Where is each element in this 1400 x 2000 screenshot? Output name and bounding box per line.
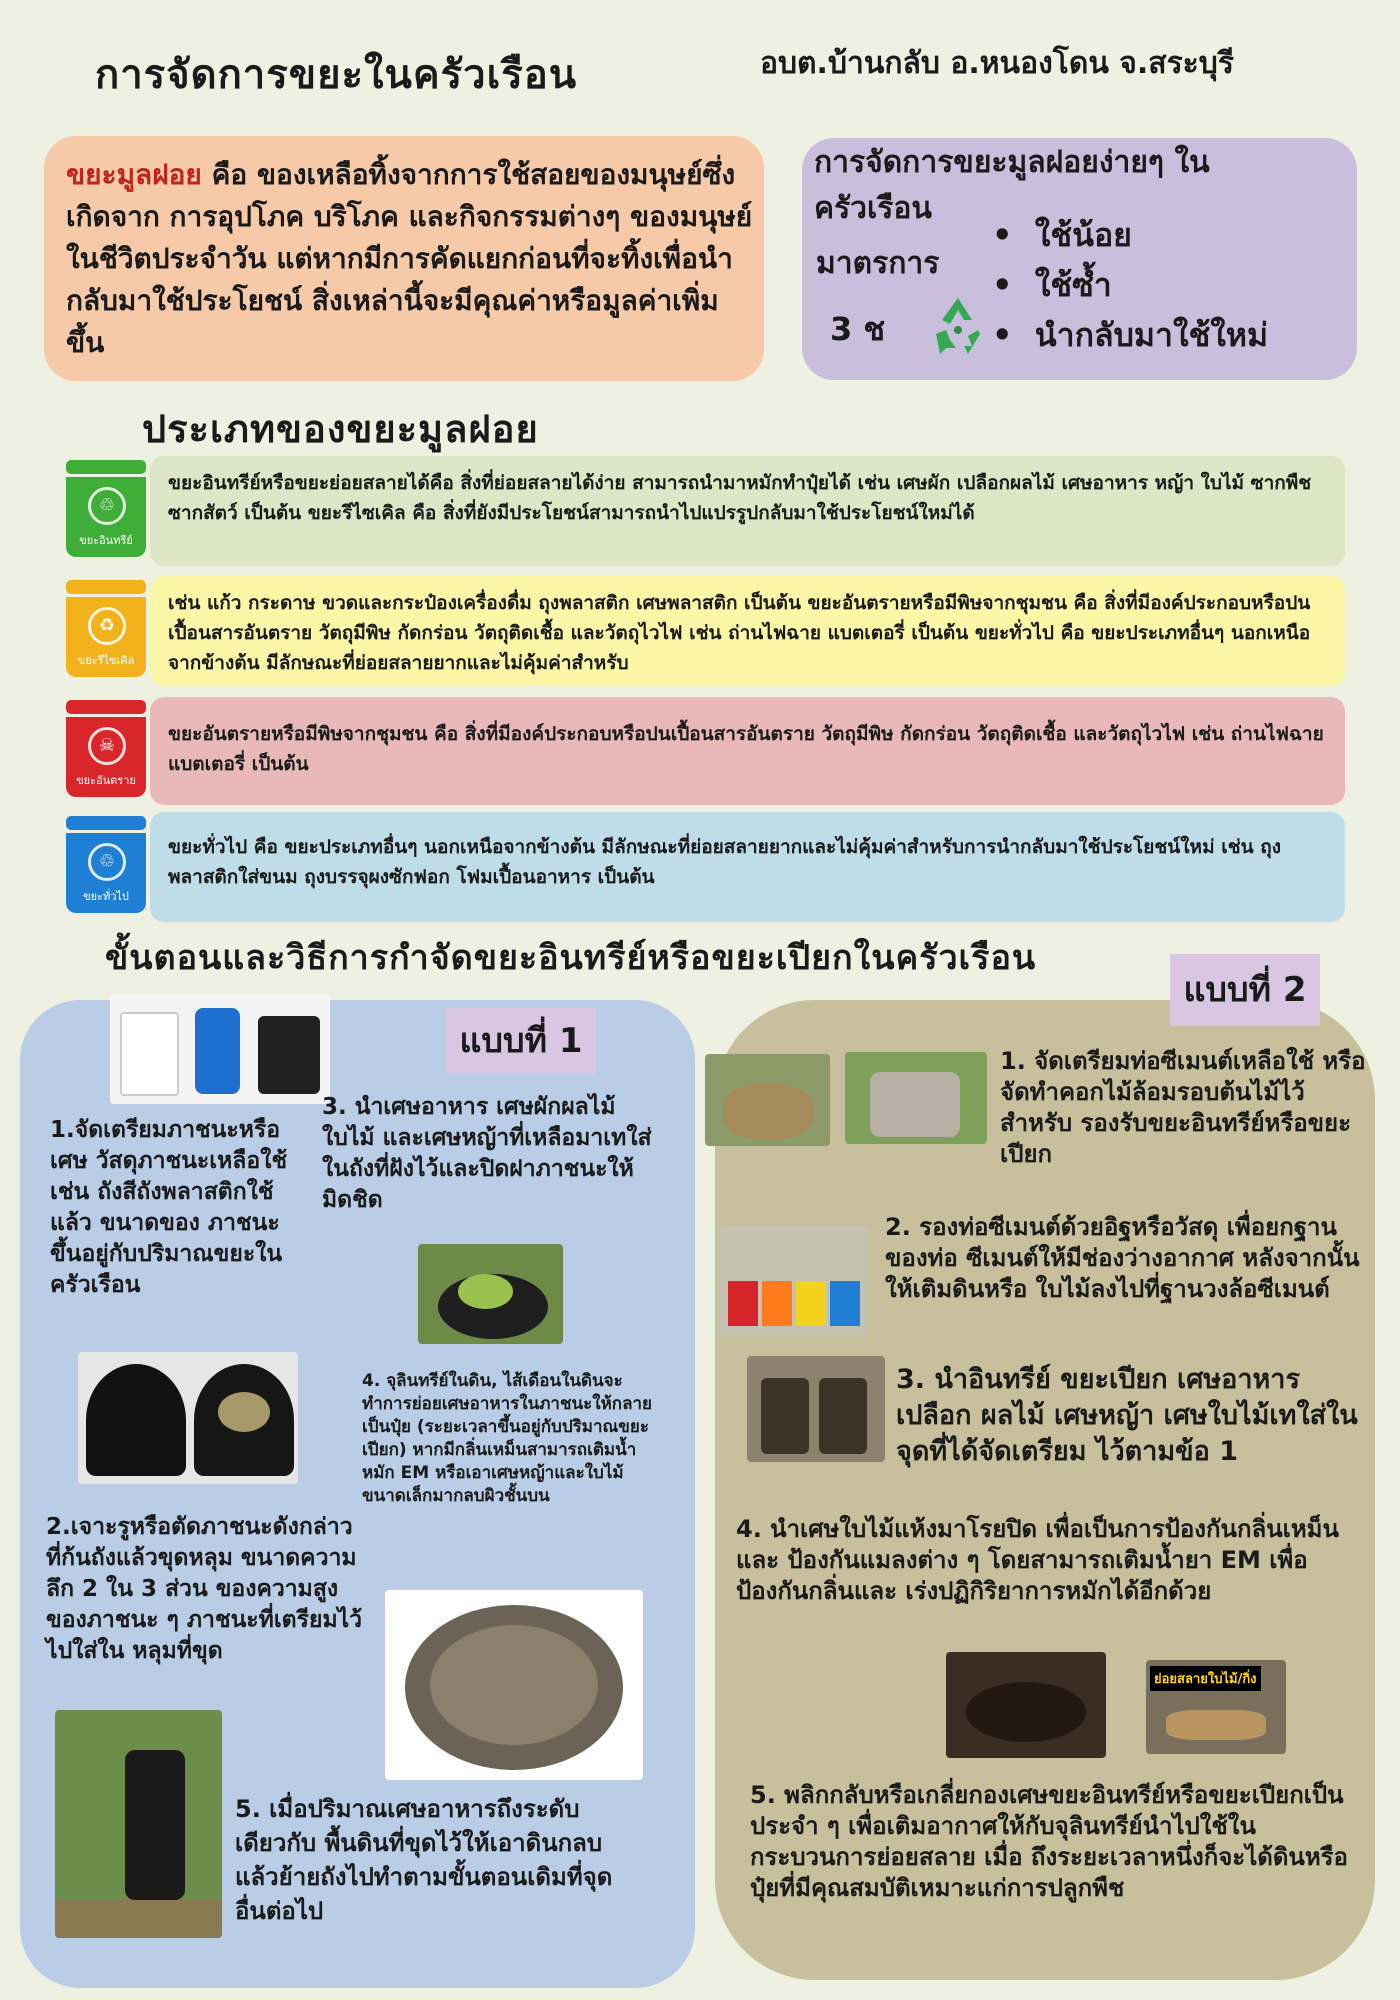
organic-bin-icon: ♲ ขยะอินทรีย์ bbox=[66, 460, 146, 557]
method2-step1: 1. จัดเตรียมท่อซีเมนต์เหลือใช้ หรือ จัดทำคอกไม้ล้อมรอบต้นไม้ไว้ สำหรับ รองรับขยะอินทรีย์หรือขยะเปียก bbox=[1000, 1047, 1366, 1168]
definition-box bbox=[44, 136, 764, 381]
method1-step1: 1.จัดเตรียมภาชนะหรือเศษ วัสดุภาชนะเหลือใช้ เช่น ถังสีถังพลาสติกใช้แล้ว ขนาดของ ภาชนะขึ้นอยู่กับปริมาณขยะในครัวเรือน bbox=[50, 1117, 288, 1298]
types-heading: ประเภทของขยะมูลฝอย bbox=[142, 407, 539, 451]
decomposing-leaves-photo bbox=[1146, 1660, 1286, 1754]
recycle-icon bbox=[922, 290, 994, 362]
method1-step2: 2.เจาะรูหรือตัดภาชนะดังกล่าวที่ก้นถังแล้วขุดหลุม ขนาดความลึก 2 ใน 3 ส่วน ของความสูงของภาชนะ ๆ ภาชนะที่เตรียมไว้ไปใส่ใน หลุมที่ขุด bbox=[46, 1514, 363, 1664]
type-row-general: ขยะทั่วไป คือ ขยะประเภทอื่นๆ นอกเหนือจากข้างต้น มีลักษณะที่ย่อยสลายยากและไม่คุ้มค่าสำหรับการนำกลับมาใช้ประโยชน์ใหม่ เช่น ถุงพลาสติกใส่ขนม ถุงบรรจุผงซักฟอก โฟมเปื้อนอาหาร เป็นต้น bbox=[150, 812, 1345, 922]
cement-pipe-photo bbox=[845, 1052, 987, 1144]
compost-photo bbox=[946, 1652, 1106, 1758]
measure-item-1: • ใช้น้อย bbox=[992, 216, 1132, 254]
general-bin-icon: ♲ ขยะทั่วไป bbox=[66, 816, 146, 913]
method2-step3: 3. นำอินทรีย์ ขยะเปียก เศษอาหาร เปลือก ผลไม้ เศษหญ้า เศษใบไม้เทใส่ในจุดที่ได้จัดเตรียม ไว้ตามข้อ 1 bbox=[896, 1364, 1358, 1467]
method1-step3: 3. นำเศษอาหาร เศษผักผลไม้ใบไม้ และเศษหญ้าที่เหลือมาเทใส่ในถังที่ฝังไว้และปิดฝาภาชนะให้มิดชิด bbox=[322, 1094, 652, 1213]
method2-step5: 5. พลิกกลับหรือเกลี่ยกองเศษขยะอินทรีย์หรือขยะเปียกเป็นประจำ ๆ เพื่อเติมอากาศให้กับจุลินทรีย์นำไปใช้ในกระบวนการย่อยสลาย เมื่อ ถึงระยะเวลาหนึ่งก็จะได้ดินหรือปุ๋ยที่มีคุณสมบัติเหมาะแก่การปลูกพืช bbox=[750, 1781, 1348, 1902]
method2-step4: 4. นำเศษใบไม้แห้งมาโรยปิด เพื่อเป็นการป้องกันกลิ่นเหม็นและ ป้องกันแมลงต่าง ๆ โดยสามารถเติมน้ำยา EM เพื่อป้องกันกลิ่นและ เร่งปฏิกิริยาการหมักได้อีกด้วย bbox=[736, 1515, 1339, 1605]
measures-box bbox=[802, 138, 1357, 380]
colored-pipes-photo bbox=[720, 1226, 868, 1336]
photo-caption: ย่อยสลายใบไม้/กิ่ง bbox=[1150, 1666, 1261, 1691]
black-bins-photo bbox=[78, 1352, 298, 1484]
filled-pipes-photo bbox=[747, 1356, 885, 1462]
burying-bucket-photo bbox=[55, 1710, 222, 1938]
measure-item-3: • นำกลับมาใช้ใหม่ bbox=[992, 316, 1269, 354]
type-row-hazardous: ขยะอันตรายหรือมีพิษจากชุมชน คือ สิ่งที่มีองค์ประกอบหรือปนเปื้อนสารอันตราย วัตถุมีพิษ กัดกร่อน วัตถุติดเชื้อ และวัตถุไวไฟ เช่น ถ่านไฟฉาย แบตเตอรี่ เป็นต้น bbox=[150, 697, 1345, 805]
wood-fence-photo bbox=[705, 1054, 830, 1146]
measures-label: มาตรการ bbox=[816, 246, 940, 281]
organization-name: อบต.บ้านกลับ อ.หนองโดน จ.สระบุรี bbox=[760, 46, 1234, 81]
hazardous-bin-icon: ☠ ขยะอันตราย bbox=[66, 700, 146, 797]
measures-3ch: 3 ช bbox=[830, 310, 886, 348]
definition-keyword: ขยะมูลฝอย bbox=[66, 158, 202, 191]
page-title: การจัดการขยะในครัวเรือน bbox=[95, 52, 578, 98]
recycle-bin-icon: ♻ ขยะรีไซเคิล bbox=[66, 580, 146, 677]
buckets-photo bbox=[110, 994, 330, 1104]
method1-step5: 5. เมื่อปริมาณเศษอาหารถึงระดับเดียวกับ พื้นดินที่ขุดไว้ให้เอาดินกลบ แล้วย้ายถังไปทำตามขั้นตอนเดิมที่จุดอื่นต่อไป bbox=[235, 1795, 613, 1925]
type-row-recycle: เช่น แก้ว กระดาษ ขวดและกระป๋องเครื่องดื่ม ถุงพลาสติก เศษพลาสติก เป็นต้น ขยะอันตรายหรือมีพิษจากชุมชน คือ สิ่งที่มีองค์ประกอบหรือปนเปื้อนสารอันตราย วัตถุมีพิษ กัดกร่อน วัตถุติดเชื้อ และวัตถุไวไฟ เช่น ถ่านไฟฉาย แบตเตอรี่ เป็นต้น ขยะทั่วไป คือ ขยะประเภทอื่นๆ นอกเหนือจากข้างต้น มีลักษณะที่ย่อยสลายยากและไม่คุ้มค่าสำหรับ bbox=[150, 576, 1345, 686]
method2-step2: 2. รองท่อซีเมนต์ด้วยอิฐหรือวัสดุ เพื่อยกฐานของท่อ ซีเมนต์ให้มีช่องว่างอากาศ หลังจากนั้นให้เติมดินหรือ ใบไม้ลงไปที่ฐานวงล้อซีเมนต์ bbox=[885, 1213, 1360, 1303]
steps-heading: ขั้นตอนและวิธีการกำจัดขยะอินทรีย์หรือขยะเปียกในครัวเรือน bbox=[105, 938, 1037, 978]
measures-heading: การจัดการขยะมูลฝอยง่ายๆ ในครัวเรือน bbox=[814, 145, 1210, 226]
food-waste-photo bbox=[418, 1244, 563, 1344]
definition-text: ขยะมูลฝอย คือ ของเหลือทิ้งจากการใช้สอยของมนุษย์ซึ่งเกิดจาก การอุปโภค บริโภค และกิจกรรมต่างๆ ของมนุษย์ในชีวิตประจำวัน แต่หากมีการคัดแยกก่อนที่จะทิ้งเพื่อนำกลับมาใช้ประโยชน์ สิ่งเหล่านี้จะมีคุณค่าหรือมูลค่าเพิ่มขึ้น bbox=[66, 158, 753, 359]
method1-label: แบบที่ 1 bbox=[446, 1008, 596, 1074]
dry-leaves-photo bbox=[385, 1590, 643, 1780]
type-row-organic: ขยะอินทรีย์หรือขยะย่อยสลายได้คือ สิ่งที่ย่อยสลายได้ง่าย สามารถนำมาหมักทำปุ๋ยได้ เช่น เศษผัก เปลือกผลไม้ เศษอาหาร หญ้า ใบไม้ ซากพืช ซากสัตว์ เป็นต้น ขยะรีไซเคิล คือ สิ่งที่ยังมีประโยชน์สามารถนำไปแปรรูปกลับมาใช้ประโยชน์ใหม่ได้ bbox=[150, 456, 1345, 566]
measure-item-2: • ใช้ซ้ำ bbox=[992, 266, 1112, 304]
method1-step4: 4. จุลินทรีย์ในดิน, ไส้เดือนในดินจะทำการย่อยเศษอาหารในภาชนะให้กลายเป็นปุ๋ย (ระยะเวลาขึ้นอยู่กับปริมาณขยะเปียก) หากมีกลิ่นเหม็นสามารถเติมน้ำหมัก EM หรือเอาเศษหญ้าและใบไม้ขนาดเล็กมากลบผิวชั้นบน bbox=[362, 1371, 652, 1506]
method2-label: แบบที่ 2 bbox=[1170, 954, 1320, 1026]
